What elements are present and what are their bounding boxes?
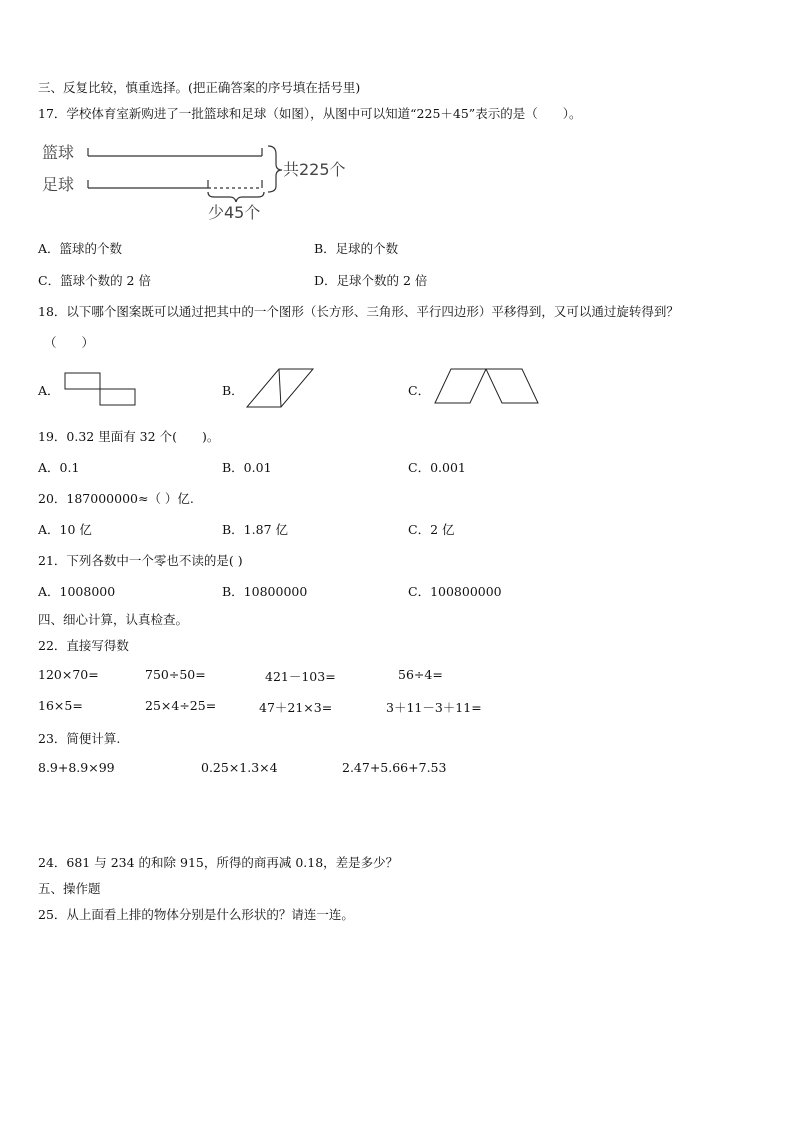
figure-football-label: 足球 [42, 175, 75, 194]
q22-item-5: 16×5= [38, 698, 83, 713]
q22-item-2: 750÷50= [145, 667, 206, 682]
question-19-option-b[interactable]: B．0.01 [222, 460, 272, 475]
q22-item-4: 56÷4= [398, 667, 443, 682]
question-23-stem: 23．简便计算. [38, 731, 121, 746]
section-3-title: 三、反复比较，慎重选择。(把正确答案的序号填在括号里) [38, 80, 361, 95]
question-21-stem: 21．下列各数中一个零也不读的是( ) [38, 553, 243, 568]
question-20-stem: 20．187000000≈（ ）亿. [38, 491, 194, 506]
question-20-option-b[interactable]: B．1.87 亿 [222, 522, 288, 537]
question-17-stem: 17．学校体育室新购进了一批篮球和足球（如图），从图中可以知道“225＋45”表示的是（ ）。 [38, 106, 582, 121]
figure-total-label: 共225个 [283, 160, 346, 179]
question-19-stem: 19．0.32 里面有 32 个( )。 [38, 429, 220, 444]
question-22-stem: 22．直接写得数 [38, 638, 129, 653]
question-21-option-b[interactable]: B．10800000 [222, 584, 308, 599]
question-18-stem: 18．以下哪个图案既可以通过把其中的一个图形（长方形、三角形、平行四边形）平移得到，又可以通过旋转得到？ [38, 304, 679, 319]
question-19-option-a[interactable]: A．0.1 [38, 460, 80, 475]
question-18-option-b[interactable]: B． [222, 383, 244, 398]
question-24-stem: 24．681 与 234 的和除 915，所得的商再减 0.18，差是多少？ [38, 855, 399, 870]
question-17-option-a[interactable]: A．篮球的个数 [38, 241, 123, 256]
q22-item-1: 120×70= [38, 667, 99, 682]
section-5-title: 五、操作题 [38, 881, 101, 896]
q23-item-3: 2.47+5.66+7.53 [342, 760, 447, 775]
question-21-option-a[interactable]: A．1008000 [38, 584, 116, 599]
question-21-option-c[interactable]: C．100800000 [408, 584, 502, 599]
question-25-stem: 25．从上面看上排的物体分别是什么形状的？请连一连。 [38, 907, 354, 922]
question-17-option-c[interactable]: C．篮球个数的 2 倍 [38, 273, 151, 288]
question-20-option-a[interactable]: A．10 亿 [38, 522, 92, 537]
section-4-title: 四、细心计算，认真检查。 [38, 612, 189, 627]
q22-item-3: 421－103= [265, 669, 336, 684]
q23-item-1: 8.9+8.9×99 [38, 760, 115, 775]
q22-item-7: 47＋21×3= [259, 700, 333, 715]
figure-less-label: 少45个 [208, 203, 261, 222]
question-17-option-d[interactable]: D．足球个数的 2 倍 [314, 273, 428, 288]
question-18-option-a[interactable]: A． [38, 383, 60, 398]
q22-item-8: 3＋11－3＋11= [386, 700, 482, 715]
q22-item-6: 25×4÷25= [145, 698, 217, 713]
q23-item-2: 0.25×1.3×4 [201, 760, 278, 775]
question-19-option-c[interactable]: C．0.001 [408, 460, 466, 475]
figure-basketball-label: 篮球 [42, 143, 75, 162]
question-17-option-b[interactable]: B．足球的个数 [314, 241, 399, 256]
question-20-option-c[interactable]: C．2 亿 [408, 522, 455, 537]
question-18-option-c[interactable]: C． [408, 383, 431, 398]
question-18-answer-blank: （ ） [44, 335, 95, 350]
